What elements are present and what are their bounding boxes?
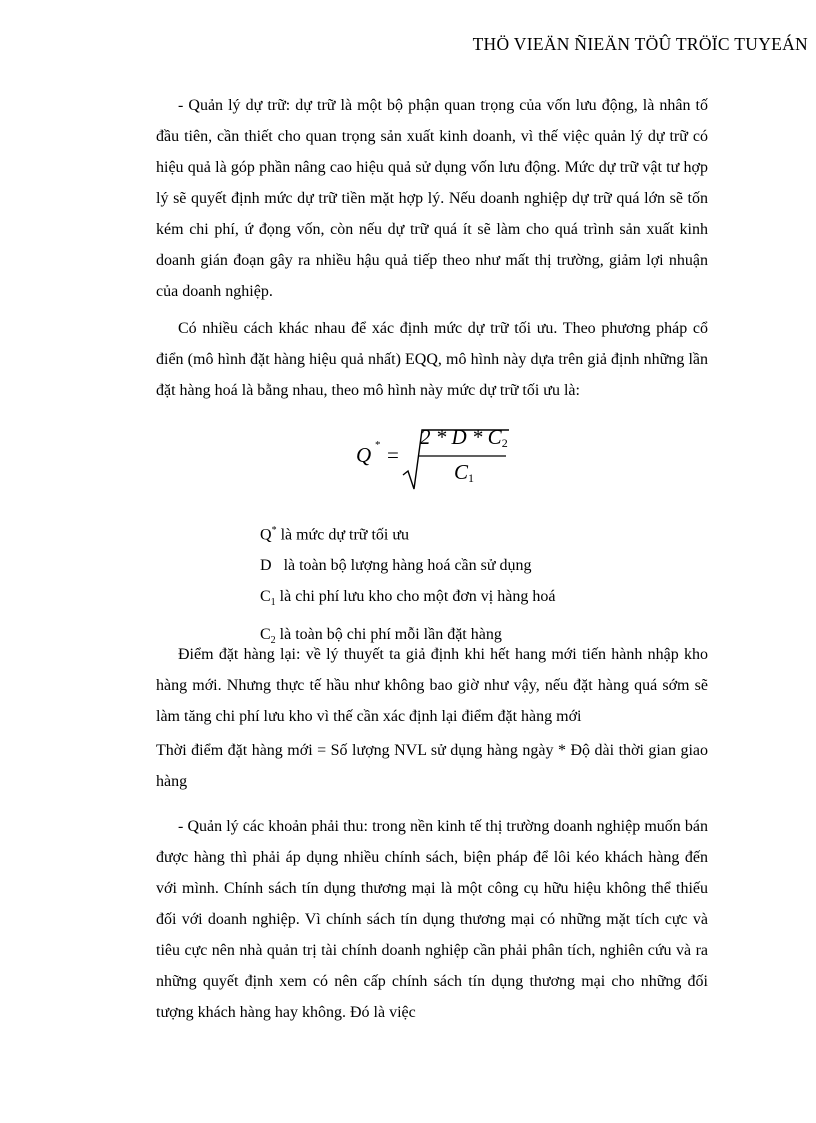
paragraph-receivables-management: - Quản lý các khoản phải thu: trong nền kinh tế thị trường doanh nghiệp muốn bán được hàng thì phải áp dụng nhiều chính sách, biện pháp để lôi kéo khách hàng đến với mình. Chính sách tín dụng thương mại là một công cụ hữu hiệu không thể thiếu đối với doanh nghiệp. Vì chính sách tín dụng thương mại có những mặt tích cực và tiêu cực nên nhà quản trị tài chính doanh nghiệp cần phải phân tích, nghiên cứu và ra những quyết định xem có nên cấp chính sách tín dụng thương mại cho những đối tượng khách hàng hay không. Đó là việc (156, 818, 708, 1021)
formula-denominator: $C_1$ (454, 460, 475, 485)
paragraph-eoq-intro: Có nhiều cách khác nhau để xác định mức dự trữ tối ưu. Theo phương pháp cổ điển (mô hình đặt hàng hiệu quả nhất) EQQ, mô hình này dựa trên giả định những lần đặt hàng hoá là bằng nhau, theo mô hình này mức dự trữ tối ưu là: (156, 320, 708, 399)
variable-definitions (260, 515, 555, 656)
definition-item: $C_2$ là toàn bộ chi phí mỗi lần đặt hàng (260, 625, 502, 646)
paragraph-reorder-formula: Thời điểm đặt hàng mới = Số lượng NVL sử dụng hàng ngày * Độ dài thời gian giao hàng (156, 742, 708, 790)
formula-lhs-star: * (375, 439, 381, 451)
paragraph-reorder-point: Điểm đặt hàng lại: về lý thuyết ta giả định khi hết hang mới tiến hành nhập kho hàng mới. Nhưng thực tế hầu như không bao giờ như vậy, nếu đặt hàng quá sớm sẽ làm tăng chi phí lưu kho vì thế cần xác định lại điểm đặt hàng mới (156, 646, 708, 725)
definition-item: Q* là mức dự trữ tối ưu (260, 525, 410, 544)
formula-lhs: Q (356, 443, 372, 467)
formula-equals: = (387, 443, 399, 467)
formula-numerator: 2 * D * $C_2$ (420, 425, 508, 450)
running-header: THÖ VIEÄN ÑIEÄN TÖÛ TRÖÏC TUYEÁN (472, 34, 808, 54)
definition-item: $C_1$ là chi phí lưu kho cho một đơn vị hàng hoá (260, 588, 556, 609)
definition-item: D là toàn bộ lượng hàng hoá cần sử dụng (260, 557, 532, 575)
paragraph-inventory-management: - Quản lý dự trữ: dự trữ là một bộ phận quan trọng của vốn lưu động, là nhân tố đầu tiên, cần thiết cho quan trọng sản xuất kinh doanh, vì thế việc quản lý dự trữ có hiệu quả là góp phần nâng cao hiệu quả sử dụng vốn lưu động. Mức dự trữ vật tư hợp lý sẽ quyết định mức dự trữ tiền mặt hợp lý. Nếu doanh nghiệp dự trữ quá lớn sẽ tốn kém chi phí, ứ đọng vốn, còn nếu dự trữ quá ít sẽ làm cho quá trình sản xuất kinh doanh gián đoạn gây ra nhiều hậu quả tiếp theo như mất thị trường, giảm lợi nhuận của doanh nghiệp. (156, 97, 708, 300)
